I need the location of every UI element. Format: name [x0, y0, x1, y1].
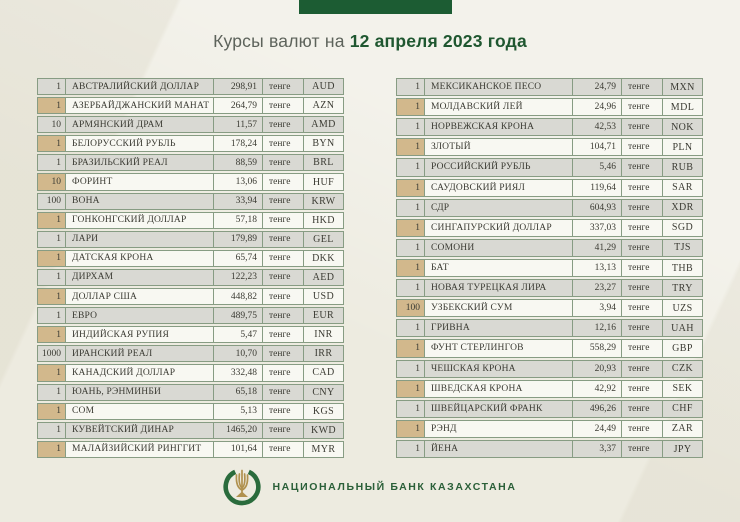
currency-name-cell: АВСТРАЛИЙСКИЙ ДОЛЛАР: [65, 78, 213, 95]
table-row: [37, 212, 344, 229]
currency-code-cell: IRR: [303, 345, 344, 362]
unit-tenge-cell: тенге: [621, 259, 662, 277]
quantity-cell: 1: [37, 78, 65, 95]
currency-name-cell: НОВАЯ ТУРЕЦКАЯ ЛИРА: [424, 279, 572, 297]
rate-value-cell: 332,48: [213, 364, 262, 381]
unit-tenge-cell: тенге: [621, 78, 662, 96]
table-row: [396, 259, 703, 277]
currency-code-cell: HUF: [303, 173, 344, 190]
quantity-cell: 1: [396, 380, 424, 398]
rate-value-cell: 101,64: [213, 441, 262, 458]
quantity-cell: 1: [396, 199, 424, 217]
quantity-cell: 1000: [37, 345, 65, 362]
quantity-cell: 1: [37, 154, 65, 171]
currency-name-cell: СОМ: [65, 403, 213, 420]
table-row: [37, 154, 344, 171]
unit-tenge-cell: тенге: [621, 339, 662, 357]
rate-value-cell: 337,03: [572, 219, 621, 237]
quantity-cell: 1: [396, 360, 424, 378]
table-row: [396, 199, 703, 217]
table-row: [37, 173, 344, 190]
unit-tenge-cell: тенге: [621, 118, 662, 136]
quantity-cell: 1: [37, 441, 65, 458]
currency-code-cell: SAR: [662, 179, 703, 197]
quantity-cell: 1: [37, 97, 65, 114]
currency-code-cell: AMD: [303, 116, 344, 133]
rate-value-cell: 42,53: [572, 118, 621, 136]
unit-tenge-cell: тенге: [621, 239, 662, 257]
rate-value-cell: 13,06: [213, 173, 262, 190]
unit-tenge-cell: тенге: [262, 154, 303, 171]
rate-value-cell: 119,64: [572, 179, 621, 197]
currency-code-cell: THB: [662, 259, 703, 277]
currency-code-cell: DKK: [303, 250, 344, 267]
currency-name-cell: МОЛДАВСКИЙ ЛЕЙ: [424, 98, 572, 116]
currency-name-cell: КУВЕЙТСКИЙ ДИНАР: [65, 422, 213, 439]
currency-name-cell: БЕЛОРУССКИЙ РУБЛЬ: [65, 135, 213, 152]
currency-code-cell: SGD: [662, 219, 703, 237]
table-row: [37, 269, 344, 286]
currency-code-cell: NOK: [662, 118, 703, 136]
rate-value-cell: 298,91: [213, 78, 262, 95]
unit-tenge-cell: тенге: [262, 212, 303, 229]
footer: [0, 468, 740, 506]
unit-tenge-cell: тенге: [262, 135, 303, 152]
header-accent-bar: [299, 0, 452, 14]
quantity-cell: 100: [396, 299, 424, 317]
table-row: [396, 279, 703, 297]
quantity-cell: 1: [396, 440, 424, 458]
currency-name-cell: УЗБЕКСКИЙ СУМ: [424, 299, 572, 317]
currency-name-cell: ЙЕНА: [424, 440, 572, 458]
currency-name-cell: ЛАРИ: [65, 231, 213, 248]
unit-tenge-cell: тенге: [262, 173, 303, 190]
table-row: [37, 422, 344, 439]
currency-code-cell: PLN: [662, 138, 703, 156]
currency-code-cell: TRY: [662, 279, 703, 297]
currency-code-cell: UZS: [662, 299, 703, 317]
rate-value-cell: 122,23: [213, 269, 262, 286]
unit-tenge-cell: тенге: [621, 319, 662, 337]
currency-name-cell: САУДОВСКИЙ РИЯЛ: [424, 179, 572, 197]
table-row: [396, 440, 703, 458]
rate-value-cell: 558,29: [572, 339, 621, 357]
currency-name-cell: РЭНД: [424, 420, 572, 438]
currency-code-cell: GBP: [662, 339, 703, 357]
quantity-cell: 1: [396, 138, 424, 156]
table-row: [37, 78, 344, 95]
quantity-cell: 1: [396, 219, 424, 237]
rate-value-cell: 24,96: [572, 98, 621, 116]
currency-name-cell: БАТ: [424, 259, 572, 277]
quantity-cell: 1: [37, 422, 65, 439]
currency-name-cell: МАЛАЙЗИЙСКИЙ РИНГГИТ: [65, 441, 213, 458]
table-row: [37, 288, 344, 305]
unit-tenge-cell: тенге: [621, 98, 662, 116]
table-row: [396, 179, 703, 197]
rate-value-cell: 489,75: [213, 307, 262, 324]
quantity-cell: 1: [37, 269, 65, 286]
table-row: [396, 380, 703, 398]
currency-code-cell: BRL: [303, 154, 344, 171]
table-row: [37, 97, 344, 114]
unit-tenge-cell: тенге: [621, 199, 662, 217]
table-row: [37, 307, 344, 324]
table-row: [396, 299, 703, 317]
unit-tenge-cell: тенге: [621, 380, 662, 398]
currency-name-cell: ДАТСКАЯ КРОНА: [65, 250, 213, 267]
rate-value-cell: 178,24: [213, 135, 262, 152]
currency-code-cell: CZK: [662, 360, 703, 378]
currency-name-cell: ФУНТ СТЕРЛИНГОВ: [424, 339, 572, 357]
rate-value-cell: 496,26: [572, 400, 621, 418]
rate-value-cell: 20,93: [572, 360, 621, 378]
unit-tenge-cell: тенге: [262, 193, 303, 210]
quantity-cell: 1: [37, 326, 65, 343]
unit-tenge-cell: тенге: [621, 219, 662, 237]
currency-code-cell: JPY: [662, 440, 703, 458]
table-row: [396, 339, 703, 357]
rate-value-cell: 24,49: [572, 420, 621, 438]
quantity-cell: 1: [396, 118, 424, 136]
unit-tenge-cell: тенге: [621, 179, 662, 197]
rate-value-cell: 57,18: [213, 212, 262, 229]
table-row: [396, 118, 703, 136]
currency-name-cell: ГРИВНА: [424, 319, 572, 337]
table-row: [37, 135, 344, 152]
unit-tenge-cell: тенге: [262, 288, 303, 305]
rate-value-cell: 13,13: [572, 259, 621, 277]
rate-value-cell: 24,79: [572, 78, 621, 96]
currency-name-cell: АРМЯНСКИЙ ДРАМ: [65, 116, 213, 133]
unit-tenge-cell: тенге: [262, 78, 303, 95]
currency-table-right: [396, 78, 703, 458]
currency-name-cell: СИНГАПУРСКИЙ ДОЛЛАР: [424, 219, 572, 237]
quantity-cell: 1: [396, 400, 424, 418]
unit-tenge-cell: тенге: [262, 326, 303, 343]
table-row: [396, 400, 703, 418]
rate-value-cell: 11,57: [213, 116, 262, 133]
currency-code-cell: GEL: [303, 231, 344, 248]
currency-name-cell: ДОЛЛАР США: [65, 288, 213, 305]
currency-name-cell: БРАЗИЛЬСКИЙ РЕАЛ: [65, 154, 213, 171]
currency-code-cell: AUD: [303, 78, 344, 95]
rate-value-cell: 448,82: [213, 288, 262, 305]
quantity-cell: 1: [37, 384, 65, 401]
quantity-cell: 1: [37, 135, 65, 152]
rate-value-cell: 23,27: [572, 279, 621, 297]
table-row: [37, 326, 344, 343]
rate-value-cell: 12,16: [572, 319, 621, 337]
currency-code-cell: KGS: [303, 403, 344, 420]
quantity-cell: 1: [396, 259, 424, 277]
unit-tenge-cell: тенге: [262, 422, 303, 439]
currency-name-cell: ЮАНЬ, РЭНМИНБИ: [65, 384, 213, 401]
rate-value-cell: 33,94: [213, 193, 262, 210]
quantity-cell: 1: [37, 288, 65, 305]
rate-value-cell: 88,59: [213, 154, 262, 171]
national-bank-emblem-icon: [223, 468, 261, 506]
unit-tenge-cell: тенге: [262, 97, 303, 114]
unit-tenge-cell: тенге: [621, 440, 662, 458]
bank-name-label: НАЦИОНАЛЬНЫЙ БАНК КАЗАХСТАНА: [272, 481, 517, 493]
quantity-cell: 1: [396, 339, 424, 357]
table-row: [396, 98, 703, 116]
currency-code-cell: MDL: [662, 98, 703, 116]
unit-tenge-cell: тенге: [262, 384, 303, 401]
quantity-cell: 10: [37, 173, 65, 190]
quantity-cell: 1: [37, 250, 65, 267]
rate-value-cell: 604,93: [572, 199, 621, 217]
table-row: [37, 441, 344, 458]
unit-tenge-cell: тенге: [621, 420, 662, 438]
currency-code-cell: CAD: [303, 364, 344, 381]
page-title-regular: Курсы валют на: [213, 31, 350, 51]
table-row: [396, 158, 703, 176]
quantity-cell: 1: [37, 307, 65, 324]
quantity-cell: 1: [37, 403, 65, 420]
currency-name-cell: ИНДИЙСКАЯ РУПИЯ: [65, 326, 213, 343]
currency-name-cell: ЗЛОТЫЙ: [424, 138, 572, 156]
unit-tenge-cell: тенге: [262, 403, 303, 420]
unit-tenge-cell: тенге: [621, 138, 662, 156]
rate-value-cell: 65,74: [213, 250, 262, 267]
currency-code-cell: CNY: [303, 384, 344, 401]
currency-code-cell: TJS: [662, 239, 703, 257]
currency-code-cell: EUR: [303, 307, 344, 324]
rate-value-cell: 3,94: [572, 299, 621, 317]
currency-code-cell: UAH: [662, 319, 703, 337]
table-row: [37, 384, 344, 401]
quantity-cell: 1: [396, 420, 424, 438]
currency-table-left: [37, 78, 344, 458]
unit-tenge-cell: тенге: [262, 231, 303, 248]
unit-tenge-cell: тенге: [262, 269, 303, 286]
table-row: [396, 138, 703, 156]
unit-tenge-cell: тенге: [621, 360, 662, 378]
currency-name-cell: ГОНКОНГСКИЙ ДОЛЛАР: [65, 212, 213, 229]
unit-tenge-cell: тенге: [621, 158, 662, 176]
table-row: [396, 219, 703, 237]
currency-code-cell: XDR: [662, 199, 703, 217]
page-title: [0, 31, 740, 52]
table-row: [37, 364, 344, 381]
currency-code-cell: RUB: [662, 158, 703, 176]
rate-value-cell: 3,37: [572, 440, 621, 458]
currency-name-cell: ШВЕЙЦАРСКИЙ ФРАНК: [424, 400, 572, 418]
unit-tenge-cell: тенге: [262, 116, 303, 133]
table-row: [396, 319, 703, 337]
currency-name-cell: ВОНА: [65, 193, 213, 210]
quantity-cell: 100: [37, 193, 65, 210]
table-row: [37, 345, 344, 362]
unit-tenge-cell: тенге: [262, 364, 303, 381]
unit-tenge-cell: тенге: [621, 400, 662, 418]
table-row: [37, 403, 344, 420]
currency-code-cell: ZAR: [662, 420, 703, 438]
table-row: [396, 78, 703, 96]
currency-name-cell: МЕКСИКАНСКОЕ ПЕСО: [424, 78, 572, 96]
quantity-cell: 10: [37, 116, 65, 133]
currency-name-cell: ДИРХАМ: [65, 269, 213, 286]
unit-tenge-cell: тенге: [262, 441, 303, 458]
currency-name-cell: СОМОНИ: [424, 239, 572, 257]
table-row: [37, 193, 344, 210]
unit-tenge-cell: тенге: [262, 307, 303, 324]
rate-value-cell: 65,18: [213, 384, 262, 401]
unit-tenge-cell: тенге: [262, 250, 303, 267]
quantity-cell: 1: [396, 279, 424, 297]
quantity-cell: 1: [396, 78, 424, 96]
table-row: [37, 231, 344, 248]
table-row: [37, 116, 344, 133]
currency-name-cell: ЧЕШСКАЯ КРОНА: [424, 360, 572, 378]
currency-code-cell: KWD: [303, 422, 344, 439]
currency-code-cell: AZN: [303, 97, 344, 114]
rate-value-cell: 5,46: [572, 158, 621, 176]
quantity-cell: 1: [396, 179, 424, 197]
unit-tenge-cell: тенге: [262, 345, 303, 362]
currency-code-cell: BYN: [303, 135, 344, 152]
currency-name-cell: АЗЕРБАЙДЖАНСКИЙ МАНАТ: [65, 97, 213, 114]
rate-value-cell: 104,71: [572, 138, 621, 156]
quantity-cell: 1: [396, 98, 424, 116]
table-row: [396, 239, 703, 257]
table-row: [396, 420, 703, 438]
quantity-cell: 1: [396, 239, 424, 257]
currency-name-cell: ИРАНСКИЙ РЕАЛ: [65, 345, 213, 362]
currency-name-cell: ФОРИНТ: [65, 173, 213, 190]
currency-name-cell: КАНАДСКИЙ ДОЛЛАР: [65, 364, 213, 381]
quantity-cell: 1: [37, 231, 65, 248]
rate-value-cell: 5,47: [213, 326, 262, 343]
unit-tenge-cell: тенге: [621, 299, 662, 317]
currency-name-cell: РОССИЙСКИЙ РУБЛЬ: [424, 158, 572, 176]
currency-code-cell: KRW: [303, 193, 344, 210]
rate-value-cell: 5,13: [213, 403, 262, 420]
quantity-cell: 1: [37, 212, 65, 229]
currency-name-cell: ЕВРО: [65, 307, 213, 324]
currency-code-cell: MYR: [303, 441, 344, 458]
table-row: [396, 360, 703, 378]
rate-value-cell: 1465,20: [213, 422, 262, 439]
unit-tenge-cell: тенге: [621, 279, 662, 297]
currency-code-cell: USD: [303, 288, 344, 305]
page-title-date: 12 апреля 2023 года: [349, 31, 527, 51]
rate-value-cell: 41,29: [572, 239, 621, 257]
currency-code-cell: AED: [303, 269, 344, 286]
rate-value-cell: 42,92: [572, 380, 621, 398]
rate-value-cell: 179,89: [213, 231, 262, 248]
quantity-cell: 1: [396, 319, 424, 337]
quantity-cell: 1: [37, 364, 65, 381]
rate-value-cell: 264,79: [213, 97, 262, 114]
currency-code-cell: HKD: [303, 212, 344, 229]
currency-code-cell: SEK: [662, 380, 703, 398]
table-row: [37, 250, 344, 267]
rate-value-cell: 10,70: [213, 345, 262, 362]
currency-code-cell: INR: [303, 326, 344, 343]
currency-code-cell: CHF: [662, 400, 703, 418]
currency-name-cell: НОРВЕЖСКАЯ КРОНА: [424, 118, 572, 136]
currency-name-cell: ШВЕДСКАЯ КРОНА: [424, 380, 572, 398]
currency-name-cell: СДР: [424, 199, 572, 217]
currency-code-cell: MXN: [662, 78, 703, 96]
quantity-cell: 1: [396, 158, 424, 176]
